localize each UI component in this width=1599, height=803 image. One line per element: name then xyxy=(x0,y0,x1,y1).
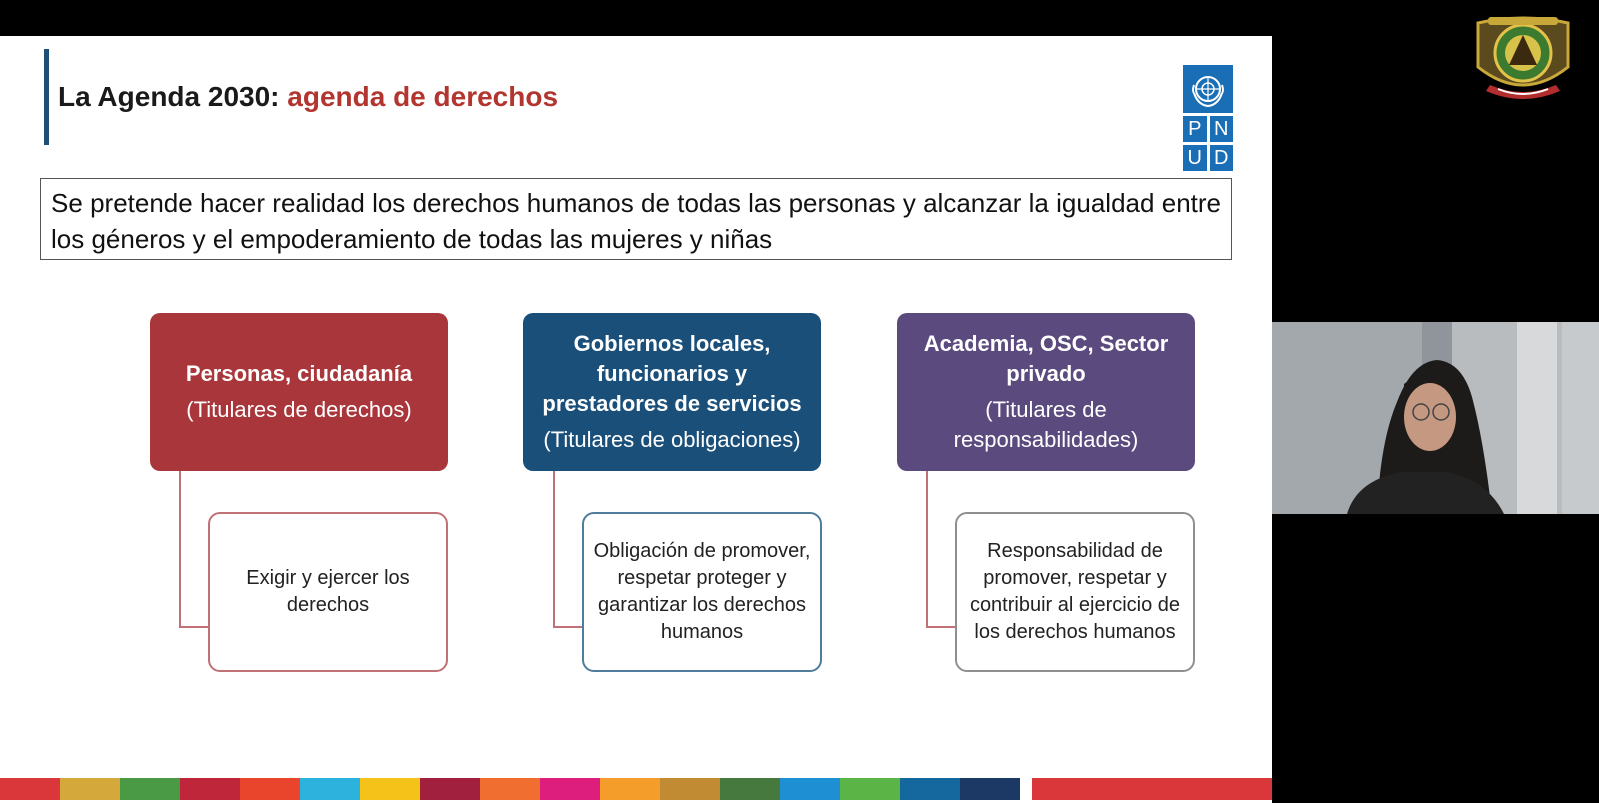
sdg-color-strip xyxy=(0,778,1272,800)
un-emblem-icon xyxy=(1183,65,1233,113)
university-seal-icon xyxy=(1468,9,1578,107)
column-subheading: (Titulares de obligaciones) xyxy=(543,427,801,452)
column-detail-box-1: Exigir y ejercer los derechos xyxy=(208,512,448,672)
column-heading: Gobiernos locales, funcionarios y prestadores de servicios xyxy=(542,331,802,416)
logo-letter-n: N xyxy=(1210,116,1234,142)
presentation-slide xyxy=(0,36,1272,803)
column-heading: Academia, OSC, Sector privado xyxy=(923,331,1169,386)
logo-letter-d: D xyxy=(1210,145,1234,171)
column-subheading: (Titulares de derechos) xyxy=(186,397,412,422)
column-heading-box-3 xyxy=(897,313,1195,471)
pnud-logo xyxy=(1183,65,1233,173)
connector-line xyxy=(926,626,956,628)
column-heading-box-2 xyxy=(523,313,821,471)
webcam-feed xyxy=(1272,322,1599,514)
video-participant xyxy=(1272,322,1599,514)
connector-line xyxy=(553,471,555,628)
title-highlight: agenda de derechos xyxy=(287,81,559,112)
connector-line xyxy=(179,626,209,628)
slide-title xyxy=(58,79,558,115)
statement-box: Se pretende hacer realidad los derechos humanos de todas las personas y alcanzar la igualdad entre los géneros y el empoderamiento de todas las mujeres y niñas xyxy=(40,178,1232,260)
column-heading: Personas, ciudadanía xyxy=(185,361,413,386)
logo-letter-p: P xyxy=(1183,116,1207,142)
column-heading-box-1 xyxy=(150,313,448,471)
title-prefix: La Agenda 2030: xyxy=(58,81,288,112)
title-accent-bar xyxy=(44,49,49,145)
connector-line xyxy=(926,471,928,628)
connector-line xyxy=(179,471,181,628)
column-subheading: (Titulares de responsabilidades) xyxy=(953,397,1139,452)
column-detail-box-2: Obligación de promover, respetar proteger y garantizar los derechos humanos xyxy=(582,512,822,672)
connector-line xyxy=(553,626,583,628)
logo-letter-u: U xyxy=(1183,145,1207,171)
column-detail-box-3: Responsabilidad de promover, respetar y contribuir al ejercicio de los derechos humanos xyxy=(955,512,1195,672)
